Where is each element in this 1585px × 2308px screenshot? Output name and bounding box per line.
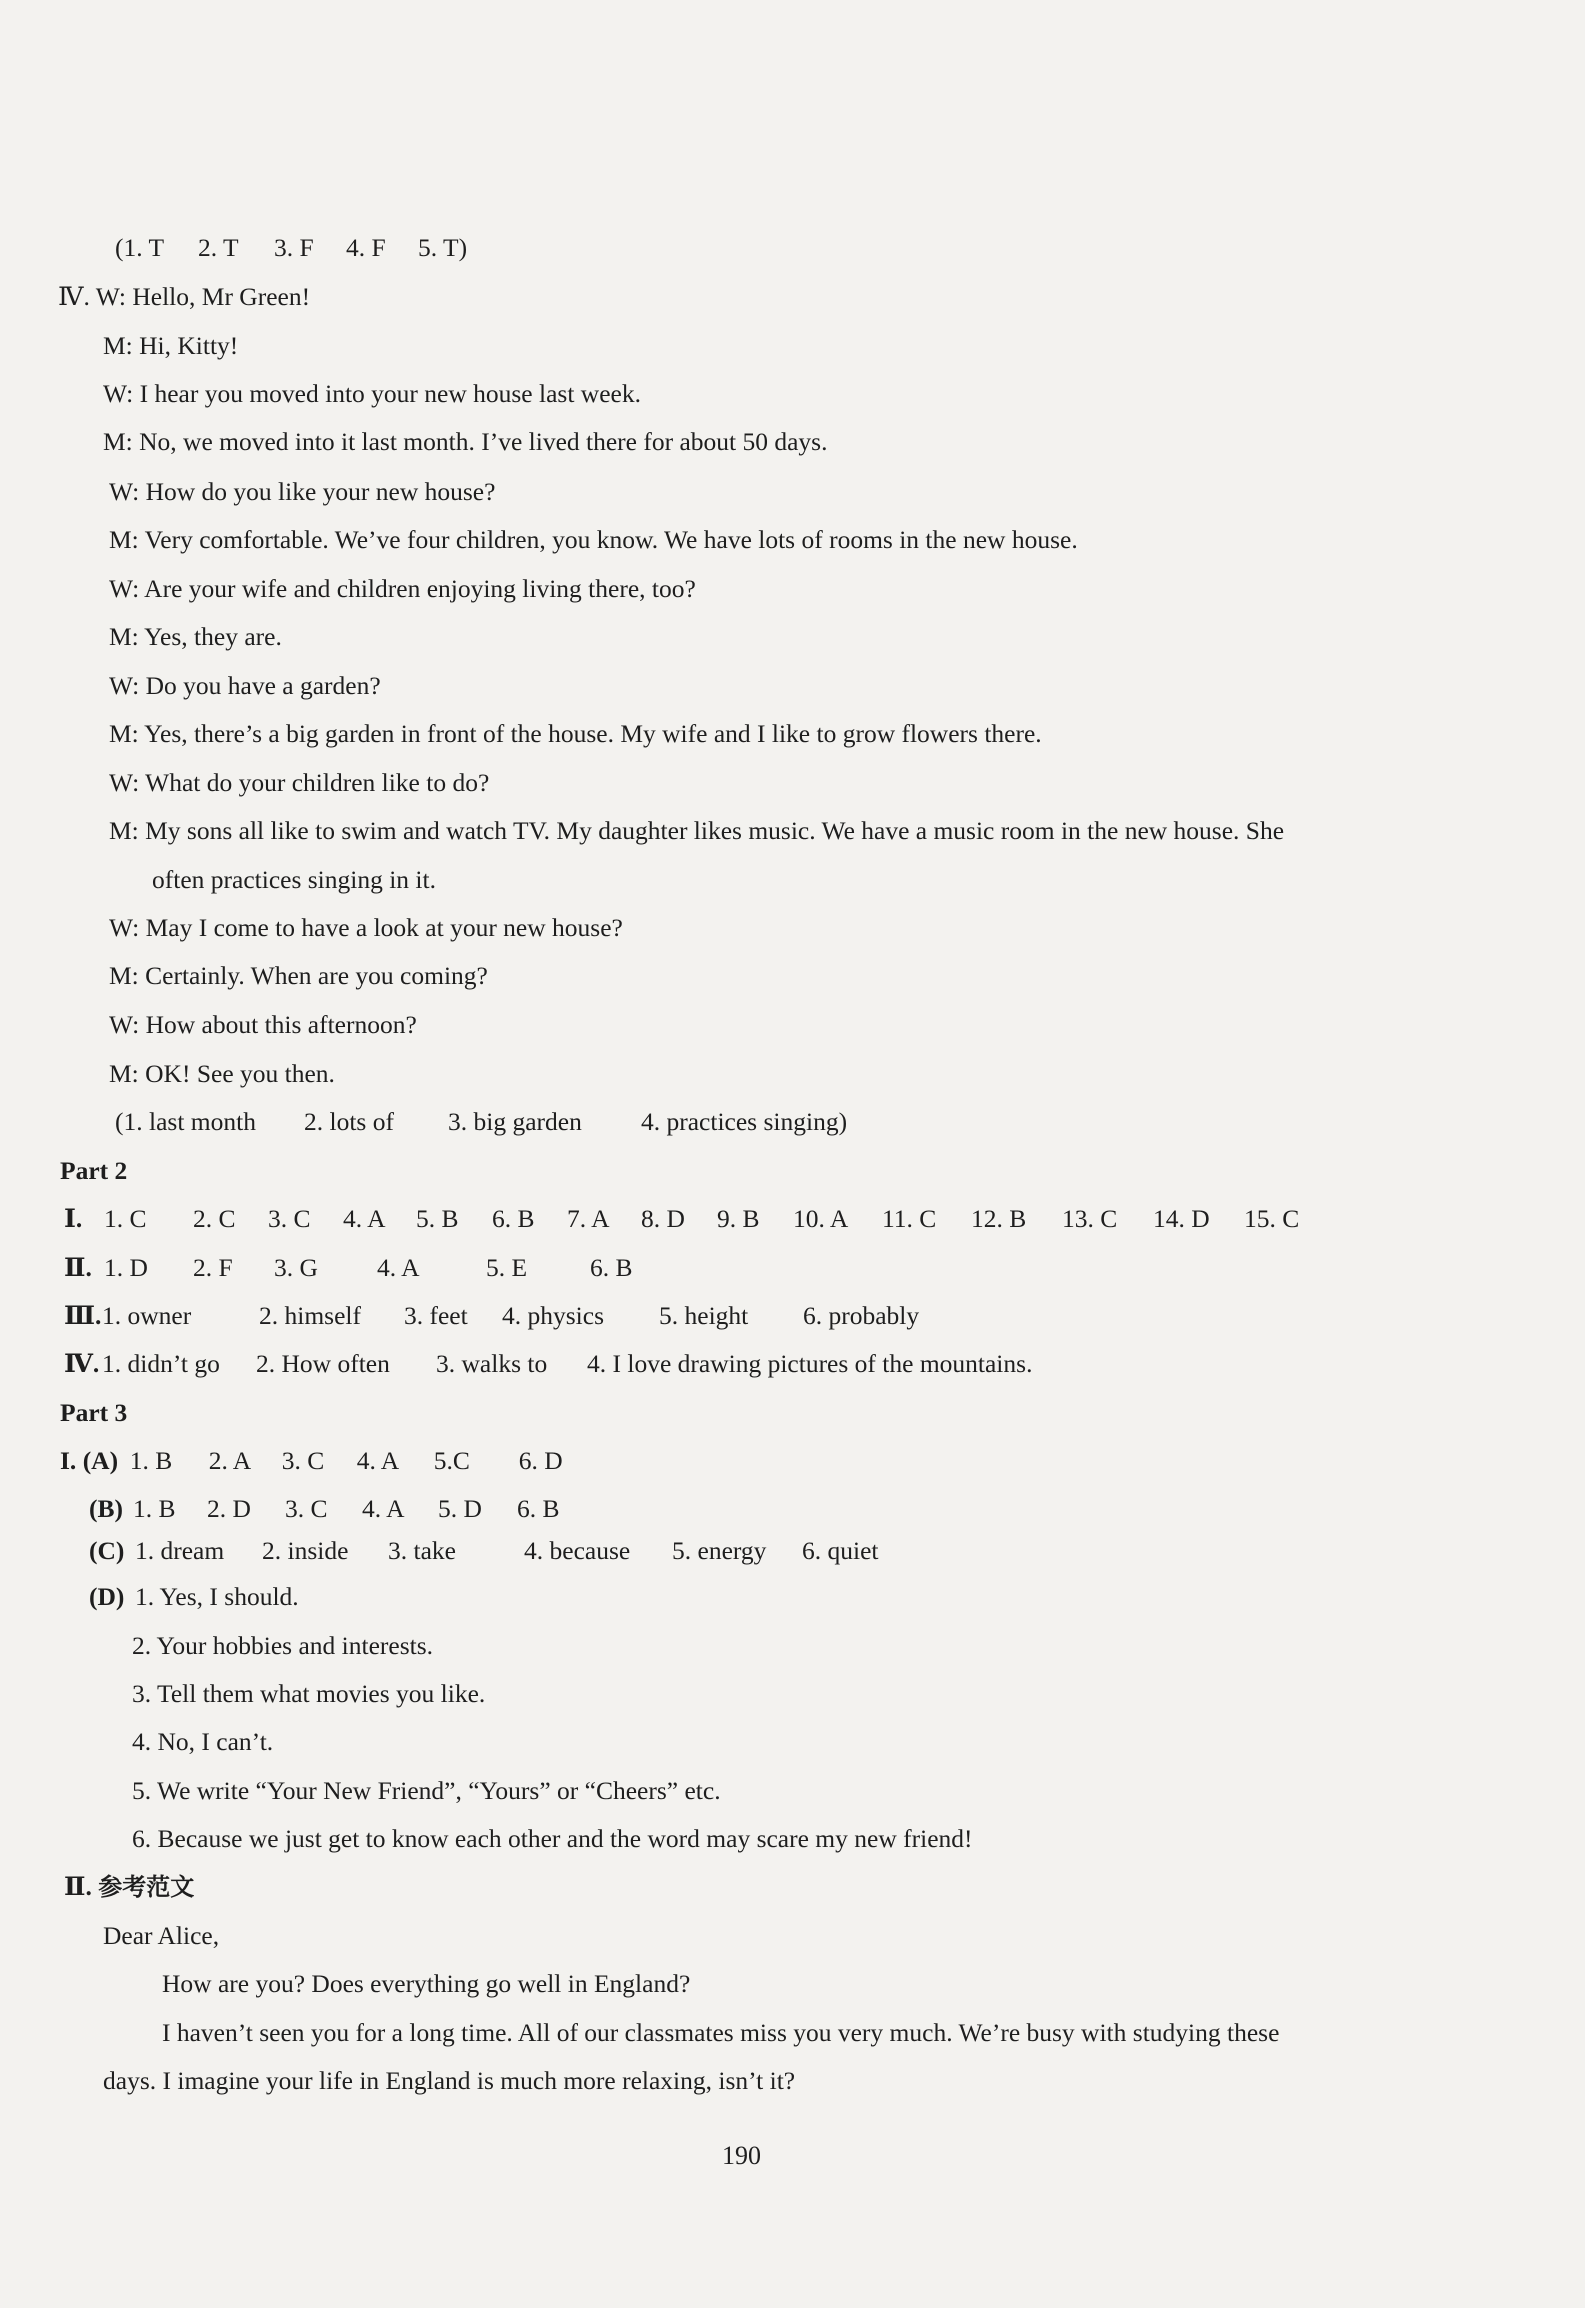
answer-item: 2. How often [256, 1349, 390, 1378]
answer-item: 5. We write “Your New Friend”, “Yours” or “Cheers” etc. [132, 1776, 721, 1805]
answer-item: 3. big garden [448, 1107, 582, 1136]
answer-item: 7. A [567, 1204, 610, 1233]
dialogue-line: W: Are your wife and children enjoying living there, too? [109, 574, 696, 603]
answer-item: 4. I love drawing pictures of the mountains. [587, 1349, 1033, 1378]
dialogue-line: W: What do your children like to do? [109, 768, 490, 797]
answer-item: 1. B [133, 1494, 176, 1523]
answer-item: 6. D [518, 1446, 563, 1475]
dialogue-line: M: Yes, they are. [109, 622, 282, 651]
answer-item: 1. C [104, 1204, 147, 1233]
dialogue-line: Ⅳ. W: Hello, Mr Green! [58, 282, 311, 311]
essay-greeting: Dear Alice, [103, 1921, 220, 1950]
dialogue-line: W: Do you have a garden? [109, 671, 381, 700]
essay-paragraph: days. I imagine your life in England is much more relaxing, isn’t it? [103, 2066, 796, 2095]
answer-item: 1. Yes, I should. [135, 1582, 299, 1611]
answer-item: 4. F [346, 233, 386, 262]
dialogue-line: W: How about this afternoon? [109, 1010, 417, 1039]
section-label: I. [60, 1446, 77, 1475]
answer-item: 4. practices singing) [641, 1107, 848, 1136]
dialogue-line: M: No, we moved into it last month. I’ve lived there for about 50 days. [103, 427, 828, 456]
section-label: Ⅰ. [64, 1204, 83, 1233]
part3-heading: Part 3 [60, 1398, 128, 1427]
dialogue-line: M: Hi, Kitty! [103, 331, 239, 360]
answer-item: 2. C [193, 1204, 236, 1233]
subsection-label: (C) [89, 1536, 125, 1565]
subsection-label: (D) [89, 1582, 125, 1611]
answer-item: 11. C [882, 1204, 937, 1233]
answer-item: 6. probably [803, 1301, 920, 1330]
answer-item: 3. walks to [436, 1349, 548, 1378]
answer-item: 2. Your hobbies and interests. [132, 1631, 434, 1660]
answer-item: 3. C [285, 1494, 328, 1523]
dialogue-line: W: I hear you moved into your new house last week. [103, 379, 641, 408]
answer-item: 4. A [343, 1204, 386, 1233]
essay-paragraph: How are you? Does everything go well in England? [162, 1969, 691, 1998]
answer-item: 9. B [717, 1204, 760, 1233]
dialogue-line: M: My sons all like to swim and watch TV. My daughter likes music. We have a music room in the new house. She [109, 816, 1285, 845]
part2-row-1 [64, 1203, 1299, 1235]
answer-item: 2. D [207, 1494, 251, 1523]
answer-item: 3. G [274, 1253, 318, 1282]
answer-item: 3. C [268, 1204, 311, 1233]
dialogue-line: M: Certainly. When are you coming? [109, 961, 488, 990]
answer-item: 6. Because we just get to know each other and the word may scare my new friend! [132, 1824, 973, 1853]
part2-row-4 [64, 1348, 1032, 1380]
answer-item: 15. C [1244, 1204, 1300, 1233]
answer-item: (1. last month [115, 1107, 256, 1136]
part3-row-b [89, 1493, 560, 1525]
part2-row-3 [64, 1300, 919, 1332]
answer-item: 2. T [198, 233, 239, 262]
part2-heading: Part 2 [60, 1156, 128, 1185]
answer-item: 2. F [193, 1253, 233, 1282]
answer-item: 5. D [438, 1494, 482, 1523]
answer-item: (1. T [115, 233, 165, 262]
answer-item: 13. C [1062, 1204, 1118, 1233]
dialogue-answers [115, 1106, 847, 1138]
subsection-label: (A) [82, 1446, 119, 1475]
answer-item: 1. owner [102, 1301, 192, 1330]
section-label: Ⅲ. [64, 1301, 102, 1330]
answer-item: 6. B [492, 1204, 535, 1233]
section-label: Ⅳ. [58, 282, 90, 311]
section-label: Ⅱ. [64, 1872, 92, 1901]
answer-item: 3. Tell them what movies you like. [132, 1679, 486, 1708]
answer-item: 4. physics [502, 1301, 604, 1330]
answer-item: 5. E [486, 1253, 528, 1282]
answer-item: 1. D [104, 1253, 148, 1282]
answer-item: 5. B [416, 1204, 459, 1233]
answer-item: 3. take [388, 1536, 456, 1565]
answer-item: 1. dream [135, 1536, 225, 1565]
section-label: Ⅳ. [64, 1349, 100, 1378]
answer-item: 14. D [1153, 1204, 1210, 1233]
answer-item: 5. T) [418, 233, 468, 262]
dialogue-line: M: Very comfortable. We’ve four children, you know. We have lots of rooms in the new house. [109, 525, 1078, 554]
essay-heading [64, 1871, 194, 1903]
dialogue-line: M: OK! See you then. [109, 1059, 335, 1088]
essay-title: 参考范文 [98, 1873, 195, 1901]
answer-item: 4. A [362, 1494, 405, 1523]
answer-item: 3. C [281, 1446, 325, 1475]
answer-item: 6. B [517, 1494, 560, 1523]
section-label: Ⅱ. [64, 1253, 92, 1282]
part2-row-2 [64, 1252, 633, 1284]
part3-row-c [89, 1535, 879, 1567]
answer-item: 4. A [356, 1446, 400, 1475]
answer-item: 3. F [274, 233, 314, 262]
answer-item: 1. B [129, 1446, 173, 1475]
answer-item: 8. D [641, 1204, 685, 1233]
answer-item: 12. B [971, 1204, 1027, 1233]
part3-row-a [60, 1445, 563, 1477]
answer-item: 2. A [208, 1446, 252, 1475]
dialogue-line: M: Yes, there’s a big garden in front of the house. My wife and I like to grow flowers there. [109, 719, 1042, 748]
dialogue-line: W: How do you like your new house? [109, 477, 496, 506]
answer-item: 4. No, I can’t. [132, 1727, 274, 1756]
part3-row-d [89, 1581, 299, 1613]
answer-item: 6. quiet [802, 1536, 879, 1565]
answer-item: 5.C [433, 1446, 470, 1475]
dialogue-line: often practices singing in it. [152, 865, 436, 894]
essay-paragraph: I haven’t seen you for a long time. All of our classmates miss you very much. We’re busy with studying these [162, 2018, 1280, 2047]
answer-item: 2. himself [259, 1301, 361, 1330]
answers-top [115, 232, 467, 264]
page-number: 190 [722, 2141, 761, 2170]
answer-item: 1. didn’t go [102, 1349, 220, 1378]
dialogue-line: W: May I come to have a look at your new house? [109, 913, 623, 942]
answer-item: 2. lots of [304, 1107, 394, 1136]
subsection-label: (B) [89, 1494, 123, 1523]
answer-item: 4. because [524, 1536, 631, 1565]
answer-item: 5. height [659, 1301, 749, 1330]
answer-item: 10. A [793, 1204, 849, 1233]
answer-item: 5. energy [672, 1536, 767, 1565]
answer-item: 4. A [377, 1253, 420, 1282]
answer-item: 2. inside [262, 1536, 349, 1565]
answer-item: 6. B [590, 1253, 633, 1282]
answer-item: 3. feet [404, 1301, 468, 1330]
